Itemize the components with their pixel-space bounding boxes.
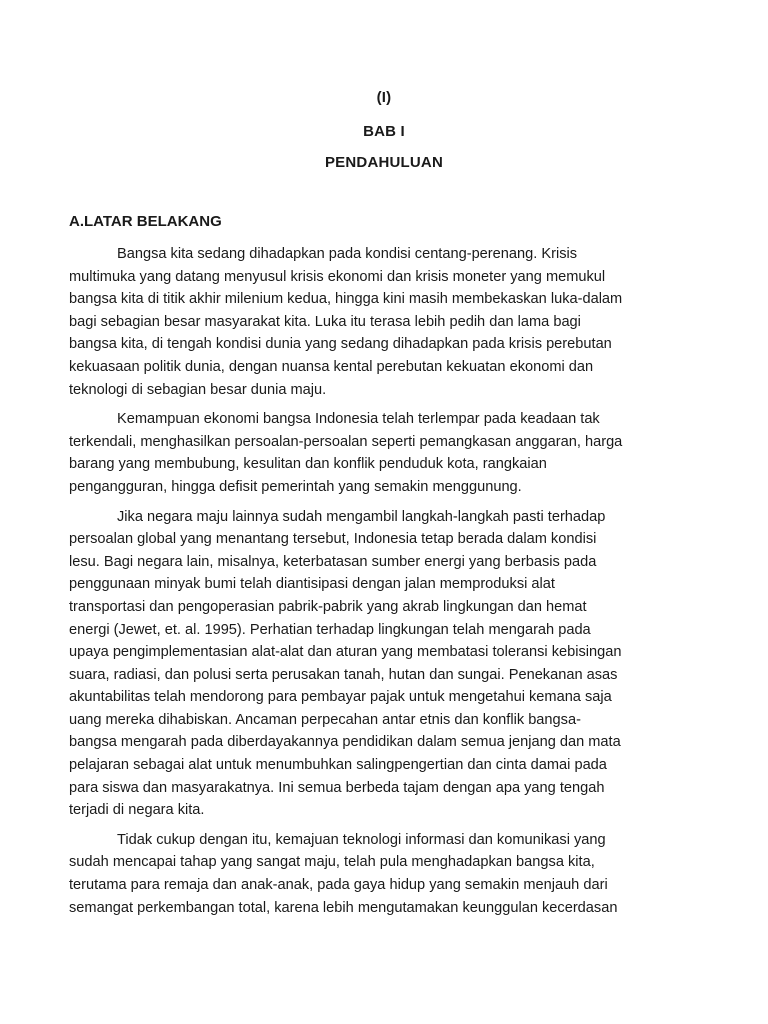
section-heading: A.LATAR BELAKANG [69, 213, 222, 230]
paragraph: Kemampuan ekonomi bangsa Indonesia telah terlempar pada keadaan tak terkendali, menghasilkan persoalan-persoalan seperti pemangkasan anggaran, harga barang yang membubung, kesulitan dan konflik penduduk kota, rangkaian pengangguran, hingga defisit pemerintah yang semakin menggunung. [69, 411, 623, 495]
body-text [69, 243, 701, 926]
paragraph: Bangsa kita sedang dihadapkan pada kondisi centang-perenang. Krisis multimuka yang datang menyusul krisis ekonomi dan krisis moneter yang memukul bangsa kita di titik akhir milenium kedua, hingga kini masih membekaskan luka-dalam bagi sebagian besar masyarakat kita. Luka itu terasa lebih pedih dan lama bagi bangsa kita, di tengah kondisi dunia yang sedang dihadapkan pada krisis perebutan kekuasaan politik dunia, dengan nuansa kental perebutan kekuatan ekonomi dan teknologi di sebagian besar dunia maju. [69, 246, 623, 398]
chapter-title: PENDAHULUAN [324, 154, 444, 171]
paragraph: Tidak cukup dengan itu, kemajuan teknologi informasi dan komunikasi yang sudah mencapai tahap yang sangat maju, telah pula menghadapkan bangsa kita, terutama para remaja dan anak-anak, pada gaya hidup yang semakin menjauh dari semangat perkembangan total, karena lebih mengutamakan keunggulan kecerdasan [69, 831, 618, 916]
paragraph: Jika negara maju lainnya sudah mengambil langkah-langkah pasti terhadap persoalan global yang menantang tersebut, Indonesia tetap berada dalam kondisi lesu. Bagi negara lain, misalnya, keterbatasan sumber energi yang berbasis pada penggunaan minyak bumi telah diantisipasi dengan jalan memproduksi alat transportasi dan pengoperasian pabrik-pabrik yang akrab lingkungan dan hemat energi (Jewet, et. al. 1995). Perhatian terhadap lingkungan telah mengarah pada upaya pengimplementasian alat-alat dan aturan yang membatasi toleransi kebisingan suara, radiasi, dan polusi serta perusakan tanah, hutan dan sungai. Penekanan asas akuntabilitas telah mendorong para pembayar pajak untuk mengetahui kemana saja uang mereka dihabiskan. Ancaman perpecahan antar etnis dan konflik bangsa- bangsa mengarah pada diberdayakannya pendidikan dalam semua jenjang dan mata pelajaran sebagai alat untuk menumbuhkan salingpengertian dan cinta damai pada para siswa dan masyarakatnya. Ini semua berbeda tajam dengan apa yang tengah terjadi di negara kita. [69, 508, 622, 819]
page-number: (I) [376, 89, 392, 106]
chapter-label: BAB I [363, 123, 405, 140]
